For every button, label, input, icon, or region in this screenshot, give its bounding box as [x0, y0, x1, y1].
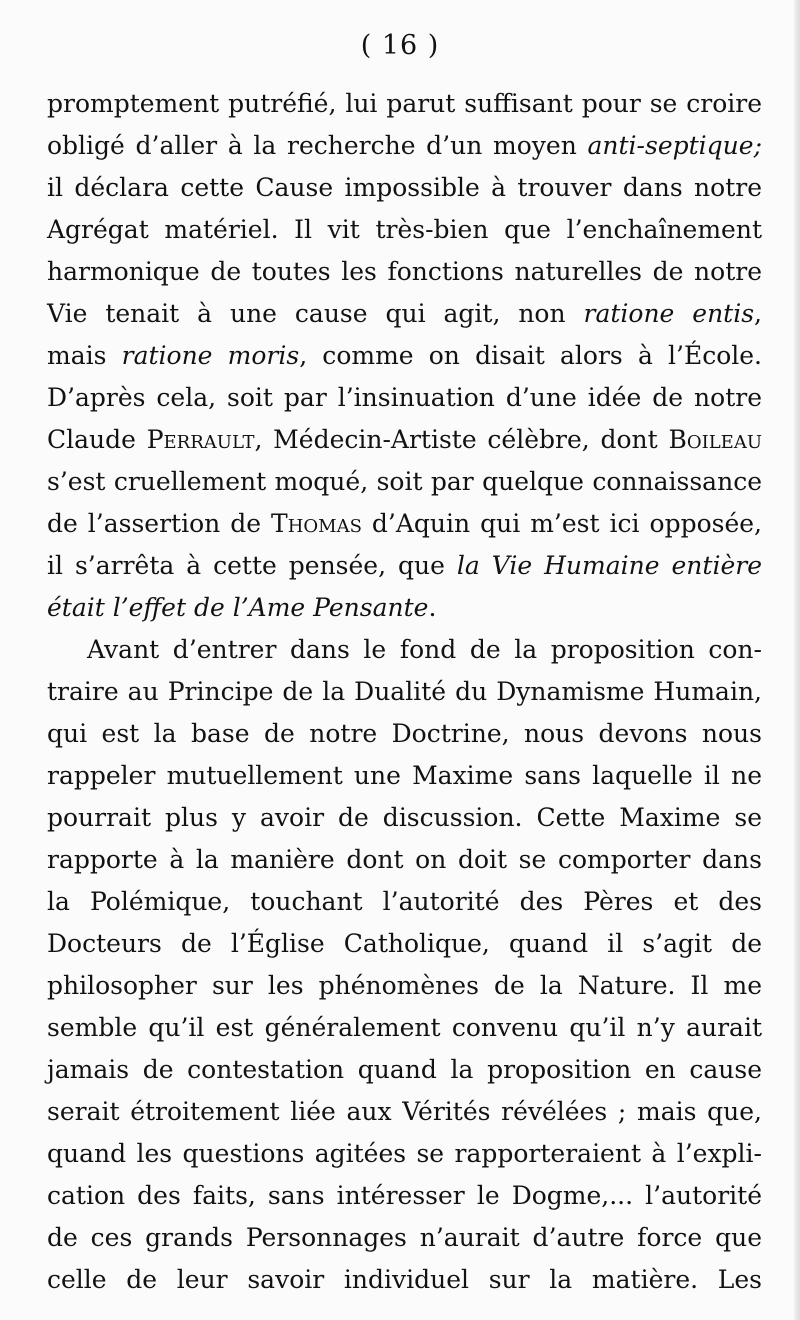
text-run: de l’assertion de — [47, 509, 272, 538]
text-run: celle de leur savoir individuel sur la matière. Les — [47, 1265, 762, 1294]
text-run: pourrait plus y avoir de discussion. Cette Maxime se — [47, 803, 762, 832]
small-caps-name: Thomas — [271, 509, 362, 538]
text-run: . — [428, 593, 437, 622]
text-line — [47, 1217, 762, 1259]
text-line — [47, 125, 762, 167]
text-line — [47, 671, 762, 713]
text-run: de ces grands Personnages n’aurait d’autre force que — [47, 1223, 762, 1252]
text-line — [47, 881, 762, 923]
text-run: la Polémique, touchant l’autorité des Pères et des — [47, 887, 762, 916]
italic-text: anti-septique; — [587, 131, 762, 160]
text-run: , — [754, 299, 762, 328]
text-run: promptement putréfié, lui parut suffisant pour se croire — [47, 89, 762, 118]
small-caps-name: Perrault — [146, 425, 255, 454]
text-line — [47, 629, 762, 671]
text-line — [47, 1007, 762, 1049]
text-run: obligé d’aller à la recherche d’un moyen — [47, 131, 588, 160]
text-run: harmonique de toutes les fonctions naturelles de notre — [47, 257, 762, 286]
italic-text: la Vie Humaine entière — [456, 551, 762, 580]
small-caps-name: Boileau — [668, 425, 762, 454]
text-run: Claude — [47, 425, 147, 454]
italic-text: ratione moris — [121, 341, 300, 370]
text-run: Vie tenait à une cause qui agit, non — [47, 299, 584, 328]
text-line — [47, 1175, 762, 1217]
text-line — [47, 377, 762, 419]
text-run: mais — [47, 341, 122, 370]
text-run: semble qu’il est généralement convenu qu’il n’y aurait — [47, 1013, 762, 1042]
text-line — [47, 545, 762, 587]
page-number: ( 16 ) — [360, 30, 440, 61]
text-line — [47, 83, 762, 125]
text-line — [47, 167, 762, 209]
text-line — [47, 755, 762, 797]
text-line — [47, 1091, 762, 1133]
italic-text: ratione entis — [583, 299, 755, 328]
text-line — [47, 1259, 762, 1301]
text-run: d’Aquin qui m’est ici opposée, — [361, 509, 762, 538]
text-line — [47, 1049, 762, 1091]
text-line — [47, 419, 762, 461]
text-run: rappeler mutuellement une Maxime sans laquelle il ne — [47, 761, 762, 790]
text-line — [47, 713, 762, 755]
text-run: jamais de contestation quand la proposition en cause — [47, 1055, 762, 1084]
italic-text: était l’effet de l’Ame Pensante — [47, 593, 429, 622]
text-run: , comme on disait alors à l’École. — [299, 341, 763, 370]
text-run: serait étroitement liée aux Vérités révélées ; mais que, — [47, 1097, 762, 1126]
text-run: philosopher sur les phénomènes de la Nature. Il me — [47, 971, 762, 1000]
text-run: , Médecin-Artiste célèbre, dont — [254, 425, 669, 454]
text-run: quand les questions agitées se rapporteraient à l’expli- — [47, 1139, 762, 1168]
text-run: Docteurs de l’Église Catholique, quand il s’agit de — [47, 929, 762, 958]
page-edge-shadow — [794, 0, 800, 1320]
text-run: il déclara cette Cause impossible à trouver dans notre — [47, 173, 762, 202]
text-line — [47, 587, 762, 629]
text-line — [47, 503, 762, 545]
text-line — [47, 965, 762, 1007]
text-run: il s’arrêta à cette pensée, que — [47, 551, 457, 580]
text-line — [47, 293, 762, 335]
text-run: traire au Principe de la Dualité du Dynamisme Humain, — [47, 677, 762, 706]
text-run: cation des faits, sans intéresser le Dogme,... l’autorité — [47, 1181, 762, 1210]
text-line — [47, 461, 762, 503]
text-line — [47, 839, 762, 881]
text-line — [47, 251, 762, 293]
text-line — [47, 335, 762, 377]
text-run: qui est la base de notre Doctrine, nous devons nous — [47, 719, 762, 748]
text-line — [47, 1133, 762, 1175]
body-text — [47, 83, 762, 1301]
text-line — [47, 209, 762, 251]
text-run: Avant d’entrer dans le fond de la proposition con- — [87, 635, 762, 664]
text-run: Agrégat matériel. Il vit très-bien que l’enchaînement — [47, 215, 762, 244]
text-run: D’après cela, soit par l’insinuation d’une idée de notre — [47, 383, 762, 412]
text-run: rapporte à la manière dont on doit se comporter dans — [47, 845, 762, 874]
text-line — [47, 923, 762, 965]
text-line — [47, 797, 762, 839]
text-run: s’est cruellement moqué, soit par quelque connaissance — [47, 467, 762, 496]
